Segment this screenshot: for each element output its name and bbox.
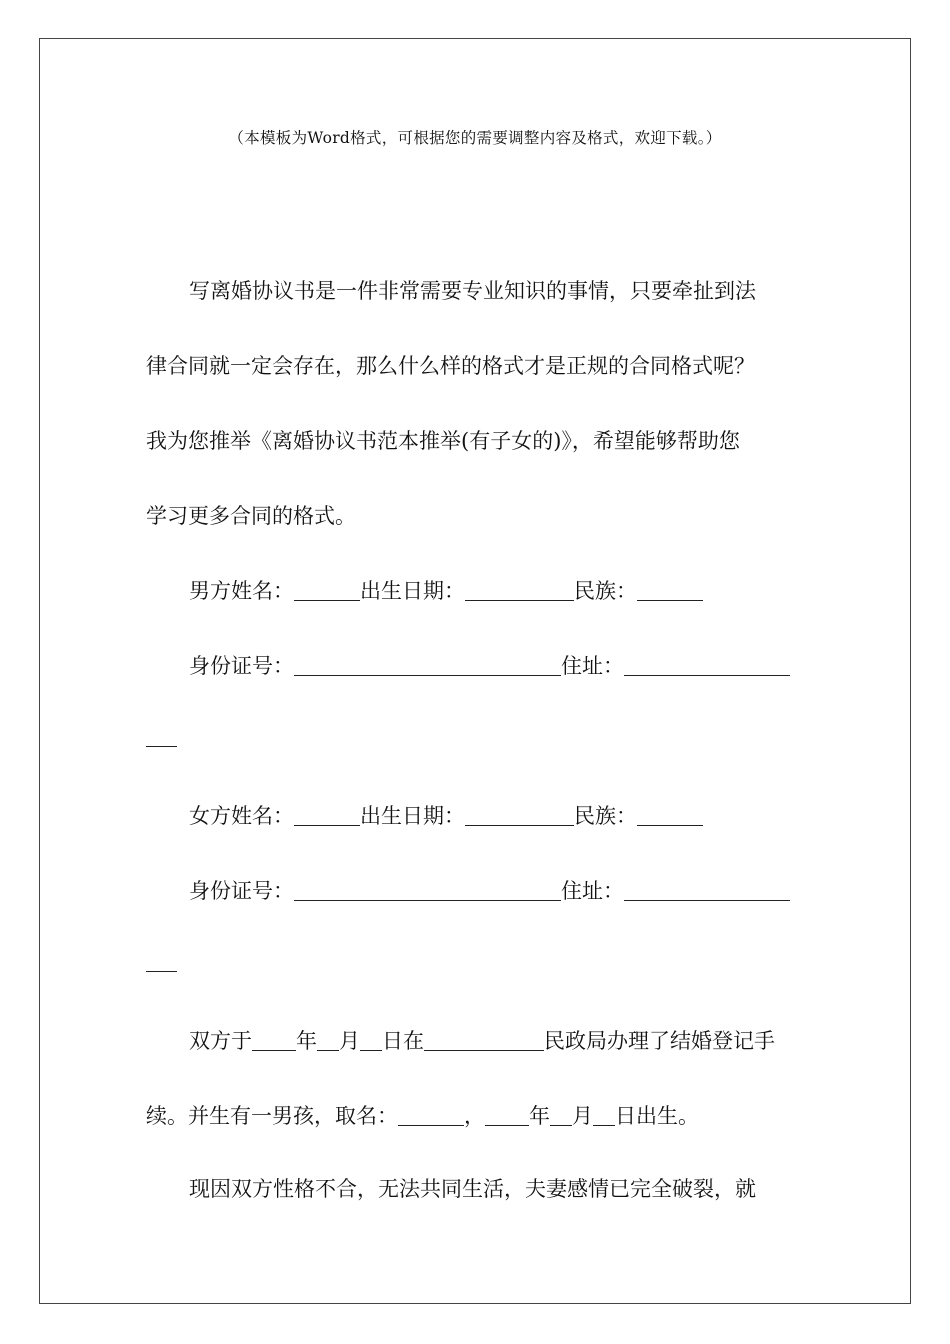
- marriage-text: 双方于: [189, 1029, 252, 1053]
- female-name-blank[interactable]: [294, 804, 360, 826]
- female-id-label: 身份证号：: [189, 879, 294, 903]
- intro-line-3: 我为您推举《离婚协议书范本推举(有子女的)》，希望能够帮助您: [146, 429, 740, 453]
- marriage-line-1: [189, 1025, 775, 1055]
- intro-line-1: 写离婚协议书是一件非常需要专业知识的事情，只要牵扯到法: [189, 279, 756, 303]
- year-label: 年: [529, 1104, 550, 1128]
- female-birth-label: 出生日期：: [360, 804, 465, 828]
- female-name-label: 女方姓名：: [189, 804, 294, 828]
- marriage-text-end: 民政局办理了结婚登记手: [544, 1029, 775, 1053]
- month-label: 月: [572, 1104, 593, 1128]
- female-id-line: [189, 875, 790, 905]
- male-ethnic-label: 民族：: [574, 579, 637, 603]
- reason-line: 现因双方性格不合，无法共同生活，夫妻感情已完全破裂，就: [189, 1177, 756, 1201]
- male-birth-label: 出生日期：: [360, 579, 465, 603]
- female-id-blank[interactable]: [294, 879, 561, 901]
- female-addr-continue: [146, 950, 177, 974]
- female-ethnic-label: 民族：: [574, 804, 637, 828]
- male-id-blank[interactable]: [294, 654, 561, 676]
- year-label: 年: [296, 1029, 317, 1053]
- male-addr-blank[interactable]: [624, 654, 790, 676]
- marriage-year-blank[interactable]: [252, 1029, 296, 1051]
- child-month-blank[interactable]: [550, 1104, 572, 1126]
- marriage-month-blank[interactable]: [317, 1029, 339, 1051]
- child-day-blank[interactable]: [593, 1104, 615, 1126]
- male-addr-continue: [146, 725, 177, 749]
- male-birth-blank[interactable]: [465, 579, 574, 601]
- month-label: 月: [339, 1029, 360, 1053]
- female-birth-blank[interactable]: [465, 804, 574, 826]
- female-addr-label: 住址：: [561, 879, 624, 903]
- male-name-blank[interactable]: [294, 579, 360, 601]
- civil-affairs-blank[interactable]: [424, 1029, 544, 1051]
- intro-line-2: 律合同就一定会存在，那么什么样的格式才是正规的合同格式呢？: [146, 354, 755, 378]
- male-id-label: 身份证号：: [189, 654, 294, 678]
- male-id-line: [189, 650, 790, 680]
- male-addr-blank-cont[interactable]: [146, 725, 177, 747]
- comma: ，: [464, 1104, 485, 1128]
- day-at-label: 日在: [382, 1029, 424, 1053]
- child-name-blank[interactable]: [398, 1104, 464, 1126]
- female-addr-blank-cont[interactable]: [146, 950, 177, 972]
- female-ethnic-blank[interactable]: [637, 804, 703, 826]
- marriage-line-2: [146, 1100, 699, 1130]
- female-addr-blank[interactable]: [624, 879, 790, 901]
- child-text: 续。并生有一男孩，取名：: [146, 1104, 398, 1128]
- template-note: （本模板为Word格式，可根据您的需要调整内容及格式，欢迎下载。）: [228, 129, 722, 147]
- male-addr-label: 住址：: [561, 654, 624, 678]
- male-name-label: 男方姓名：: [189, 579, 294, 603]
- male-info-line: [189, 575, 703, 605]
- female-info-line: [189, 800, 703, 830]
- intro-line-4: 学习更多合同的格式。: [146, 504, 356, 528]
- marriage-day-blank[interactable]: [360, 1029, 382, 1051]
- child-year-blank[interactable]: [485, 1104, 529, 1126]
- male-ethnic-blank[interactable]: [637, 579, 703, 601]
- day-born-label: 日出生。: [615, 1104, 699, 1128]
